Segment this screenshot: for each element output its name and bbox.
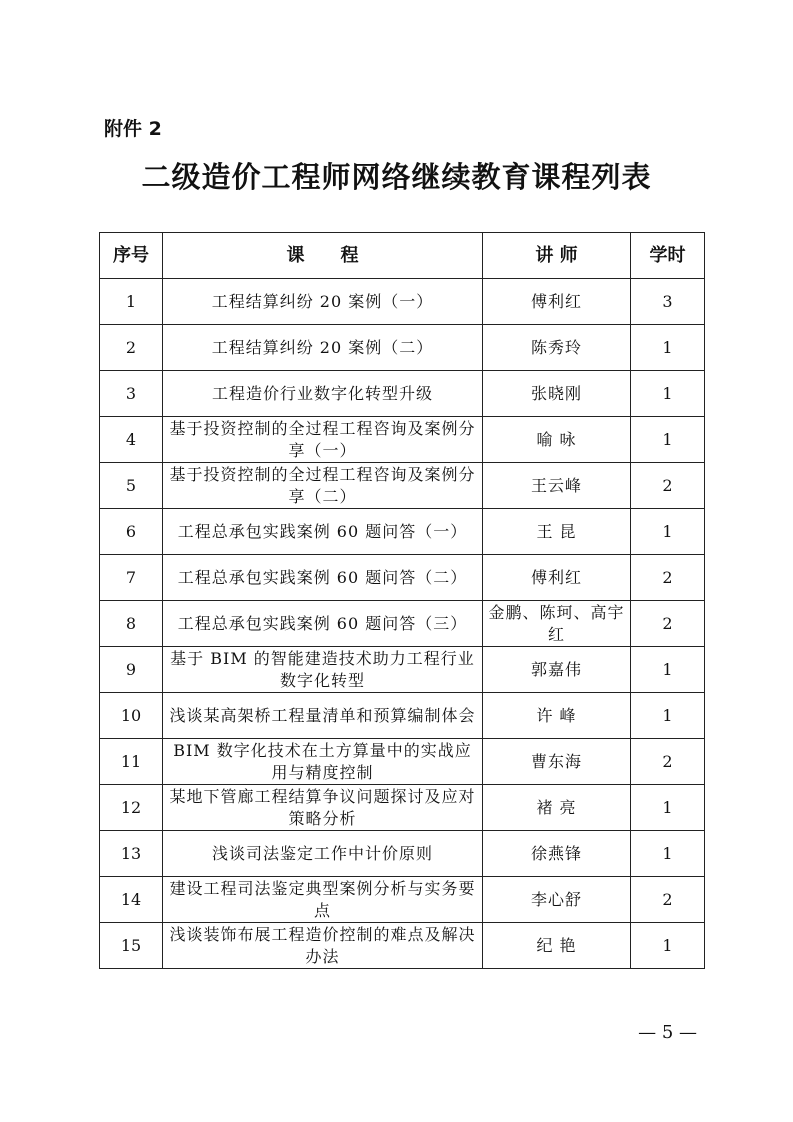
row-teacher: 徐燕锋	[483, 831, 631, 877]
row-teacher: 张晓刚	[483, 371, 631, 417]
row-course: 工程总承包实践案例 60 题问答（二）	[163, 555, 483, 601]
row-course: 工程总承包实践案例 60 题问答（三）	[163, 601, 483, 647]
row-no: 11	[100, 739, 163, 785]
table-row	[100, 371, 705, 417]
table-row	[100, 785, 705, 831]
row-no: 13	[100, 831, 163, 877]
row-no: 7	[100, 555, 163, 601]
row-teacher: 李心舒	[483, 877, 631, 923]
row-no: 5	[100, 463, 163, 509]
row-no: 6	[100, 509, 163, 555]
row-teacher: 郭嘉伟	[483, 647, 631, 693]
table-row	[100, 555, 705, 601]
row-no: 10	[100, 693, 163, 739]
row-hours: 1	[631, 923, 705, 969]
row-hours: 1	[631, 325, 705, 371]
row-course: 浅谈装饰布展工程造价控制的难点及解决办法	[163, 923, 483, 969]
row-no: 3	[100, 371, 163, 417]
attachment-label: 附件 2	[104, 118, 162, 140]
row-course: BIM 数字化技术在土方算量中的实战应用与精度控制	[163, 739, 483, 785]
row-teacher: 纪 艳	[483, 923, 631, 969]
row-hours: 2	[631, 601, 705, 647]
row-course: 浅谈司法鉴定工作中计价原则	[163, 831, 483, 877]
row-teacher: 褚 亮	[483, 785, 631, 831]
row-no: 1	[100, 279, 163, 325]
document-title: 二级造价工程师网络继续教育课程列表	[141, 160, 652, 194]
row-hours: 2	[631, 877, 705, 923]
row-teacher: 王云峰	[483, 463, 631, 509]
table-row	[100, 601, 705, 647]
table-row	[100, 279, 705, 325]
row-hours: 1	[631, 417, 705, 463]
row-hours: 2	[631, 555, 705, 601]
table-row	[100, 463, 705, 509]
row-teacher: 曹东海	[483, 739, 631, 785]
table-row	[100, 831, 705, 877]
row-teacher: 陈秀玲	[483, 325, 631, 371]
row-course: 浅谈某高架桥工程量清单和预算编制体会	[163, 693, 483, 739]
row-course: 建设工程司法鉴定典型案例分析与实务要点	[163, 877, 483, 923]
row-teacher: 王 昆	[483, 509, 631, 555]
row-hours: 2	[631, 463, 705, 509]
row-course: 基于 BIM 的智能建造技术助力工程行业数字化转型	[163, 647, 483, 693]
table-row	[100, 509, 705, 555]
row-hours: 1	[631, 785, 705, 831]
row-course: 基于投资控制的全过程工程咨询及案例分享（一）	[163, 417, 483, 463]
row-course: 基于投资控制的全过程工程咨询及案例分享（二）	[163, 463, 483, 509]
row-hours: 1	[631, 509, 705, 555]
table-row	[100, 877, 705, 923]
row-no: 2	[100, 325, 163, 371]
row-no: 8	[100, 601, 163, 647]
course-table	[99, 232, 705, 969]
row-hours: 1	[631, 371, 705, 417]
row-no: 4	[100, 417, 163, 463]
row-teacher: 傅利红	[483, 555, 631, 601]
header-no: 序号	[100, 233, 163, 279]
header-course: 课 程	[163, 233, 483, 279]
row-course: 工程结算纠纷 20 案例（二）	[163, 325, 483, 371]
row-hours: 3	[631, 279, 705, 325]
header-teacher: 讲 师	[483, 233, 631, 279]
row-course: 工程造价行业数字化转型升级	[163, 371, 483, 417]
table-header-row	[100, 233, 705, 279]
row-no: 12	[100, 785, 163, 831]
row-no: 9	[100, 647, 163, 693]
row-teacher: 金鹏、陈珂、高宇红	[483, 601, 631, 647]
row-course: 工程总承包实践案例 60 题问答（一）	[163, 509, 483, 555]
table-row	[100, 739, 705, 785]
page-number: — 5 —	[638, 1022, 697, 1043]
row-teacher: 喻 咏	[483, 417, 631, 463]
row-hours: 1	[631, 647, 705, 693]
row-hours: 1	[631, 693, 705, 739]
row-teacher: 许 峰	[483, 693, 631, 739]
table-row	[100, 325, 705, 371]
row-course: 某地下管廊工程结算争议问题探讨及应对策略分析	[163, 785, 483, 831]
row-teacher: 傅利红	[483, 279, 631, 325]
table-row	[100, 923, 705, 969]
row-no: 15	[100, 923, 163, 969]
row-hours: 1	[631, 831, 705, 877]
table-row	[100, 693, 705, 739]
row-no: 14	[100, 877, 163, 923]
header-hours: 学时	[631, 233, 705, 279]
table-row	[100, 417, 705, 463]
row-course: 工程结算纠纷 20 案例（一）	[163, 279, 483, 325]
table-row	[100, 647, 705, 693]
row-hours: 2	[631, 739, 705, 785]
